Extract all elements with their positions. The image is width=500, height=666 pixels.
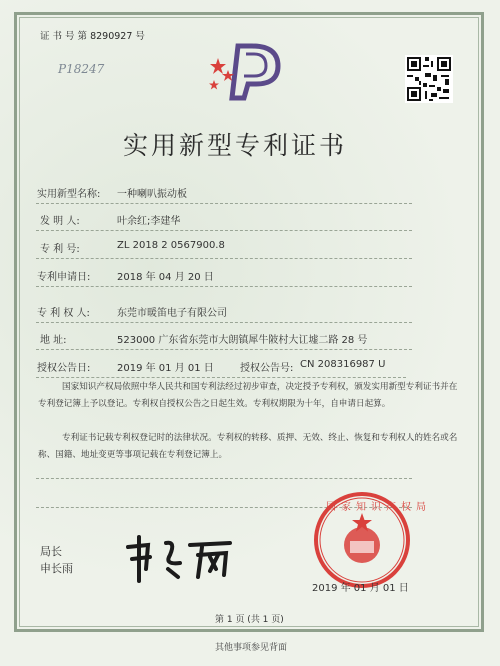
certificate-number: 证 书 号 第 8290927 号 (40, 31, 145, 42)
divider (36, 230, 412, 231)
paragraph-grant: 国家知识产权局依照中华人民共和国专利法经过初步审查，决定授予专利权，颁发实用新型专利证书并在专利登记簿上予以登记。专利权自授权公告之日起生效。专利权期限为十年，自申请日起算。 (38, 382, 458, 409)
cnipa-logo-icon (200, 40, 290, 102)
page-title: 实用新型专利证书 (123, 131, 348, 160)
divider (36, 478, 412, 479)
divider (36, 349, 412, 350)
qr-code-icon (405, 55, 453, 103)
field-value-patent-no: ZL 2018 2 0567900.8 (117, 240, 225, 251)
seal-date: 2019 年 01 月 01 日 (312, 583, 409, 594)
field-label-grant-date: 授权公告日: (37, 363, 91, 374)
field-value-grant-date: 2019 年 01 月 01 日 (117, 363, 214, 374)
field-value-filing-date: 2018 年 04 月 20 日 (117, 272, 214, 283)
field-label-patentee: 专 利 权 人: (37, 308, 90, 319)
paragraph-legal: 专利证书记载专利权登记时的法律状况。专利权的转移、质押、无效、终止、恢复和专利权人的姓名或名称、国籍、地址变更等事项记载在专利登记簿上。 (38, 433, 458, 460)
divider (36, 286, 412, 287)
field-value-inventor: 叶余红;李建华 (117, 216, 181, 227)
field-value-announce-no: CN 208316987 U (300, 359, 386, 370)
signature-image (120, 525, 240, 585)
field-label-filing-date: 专利申请日: (37, 272, 91, 283)
field-label-inventor: 发 明 人: (40, 216, 80, 227)
field-label-announce-no: 授权公告号: (240, 363, 294, 374)
divider (36, 322, 412, 323)
divider (36, 258, 412, 259)
field-value-patentee: 东莞市暖笛电子有限公司 (117, 308, 227, 319)
signer-title: 局长 (40, 545, 62, 558)
field-value-name: 一种喇叭振动板 (117, 189, 187, 200)
field-label-name: 实用新型名称: (37, 189, 101, 200)
signer-name: 申长雨 (40, 562, 73, 575)
field-label-address: 地 址: (40, 335, 67, 346)
seal-text: 国家知识产权局 (326, 502, 431, 513)
field-value-address: 523000 广东省东莞市大朗镇犀牛陂村大讧墟二路 28 号 (117, 335, 368, 346)
divider (36, 203, 412, 204)
page-number: 第 1 页 (共 1 页) (215, 615, 284, 625)
field-label-patent-no: 专 利 号: (40, 244, 80, 255)
divider (36, 377, 406, 378)
handwritten-note: P18247 (58, 62, 105, 76)
footer-note: 其他事项参见背面 (215, 643, 288, 653)
